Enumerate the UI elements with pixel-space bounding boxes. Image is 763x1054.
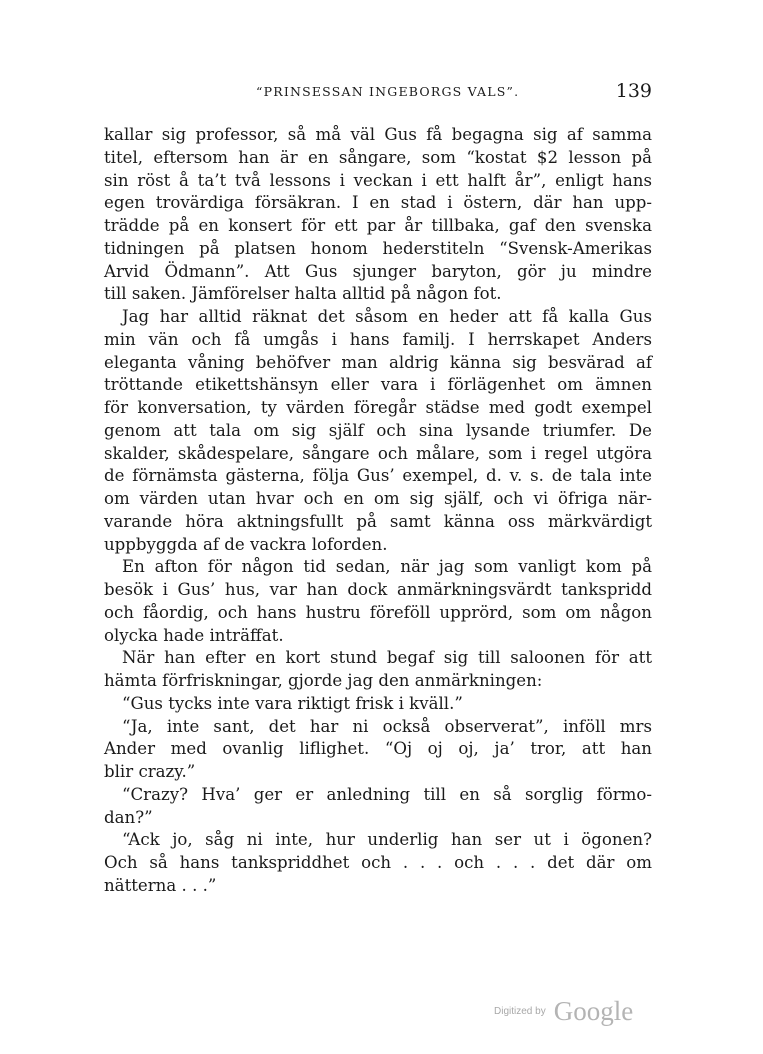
text-line: När han efter en kort stund begaf sig till saloonen för att [122, 648, 652, 668]
text-line: olycka hade inträffat. [104, 625, 284, 645]
text-line: “Ja, inte sant, det har ni också observerat”, inföll mrs [122, 716, 652, 736]
text-line: hämta förfriskningar, gjorde jag den anmärkningen: [104, 671, 543, 690]
page-header [104, 80, 652, 104]
watermark-prefix: Digitized by [494, 1006, 546, 1017]
text-line: varande höra aktningsfullt på samt känna oss märkvärdigt [104, 511, 652, 531]
text-line: Arvid Ödmann”. Att Gus sjunger baryton, gör ju mindre [104, 261, 652, 281]
text-line: genom att tala om sig själf och sina lysande triumfer. De [104, 420, 652, 440]
text-line: Och så hans tankspriddhet och . . . och . . . det där om [104, 853, 652, 872]
text-line: “Crazy? Hva’ ger er anledning till en så sorglig förmo- [122, 784, 652, 804]
text-line: egen trovärdiga försäkran. I en stad i östern, där han upp- [104, 193, 652, 213]
text-line: tröttande etikettshänsyn eller vara i förlägenhet om ämnen [104, 375, 652, 395]
page-number: 139 [615, 80, 652, 102]
text-line: Jag har alltid räknat det såsom en heder att få kalla Gus [122, 307, 652, 326]
text-line: Ander med ovanlig liflighet. “Oj oj oj, ja’ tror, att han [104, 739, 652, 759]
digitized-by-google-watermark [494, 996, 633, 1027]
text-line: titel, eftersom han är en sångare, som “kostat $2 lesson på [104, 147, 652, 167]
google-logo: Google [553, 996, 634, 1026]
text-line: tidningen på platsen honom hederstiteln “Svensk-Amerikas [104, 238, 652, 258]
text-line: nätterna . . .” [104, 875, 217, 895]
text-line: besök i Gus’ hus, var han dock anmärkningsvärdt tankspridd [104, 580, 652, 599]
text-line: uppbyggda af de vackra loforden. [104, 534, 388, 554]
text-line: blir crazy.” [104, 762, 196, 781]
text-line: skalder, skådespelare, sångare och målare, som i regel utgöra [104, 443, 652, 463]
text-line: min vän och få umgås i hans familj. I herrskapet Anders [104, 329, 652, 349]
text-line: “Ack jo, såg ni inte, hur underlig han ser ut i ögonen? [122, 830, 652, 850]
text-line: eleganta våning behöfver man aldrig känna sig besvärad af [104, 352, 652, 372]
text-line: “Gus tycks inte vara riktigt frisk i kväll.” [122, 693, 463, 713]
body-text [104, 124, 652, 898]
text-line: sin röst å ta’t två lessons i veckan i ett halft år”, enligt hans [104, 170, 652, 190]
running-title: “PRINSESSAN INGEBORGS VALS”. [256, 84, 520, 99]
text-line: trädde på en konsert för ett par år tillbaka, gaf den svenska [104, 216, 652, 235]
text-line: dan?” [104, 807, 153, 827]
text-line: om värden utan hvar och en om sig själf, och vi öfriga när- [104, 489, 652, 508]
text-line: de förnämsta gästerna, följa Gus’ exempel, d. v. s. de tala inte [104, 466, 652, 486]
text-line: och fåordig, och hans hustru föreföll upprörd, som om någon [104, 602, 652, 622]
text-line: En afton för någon tid sedan, när jag som vanligt kom på [122, 557, 652, 577]
text-line: till saken. Jämförelser halta alltid på någon fot. [104, 284, 502, 304]
text-line: för konversation, ty värden föregår städse med godt exempel [104, 398, 652, 417]
text-line: kallar sig professor, så må väl Gus få begagna sig af samma [104, 125, 652, 144]
